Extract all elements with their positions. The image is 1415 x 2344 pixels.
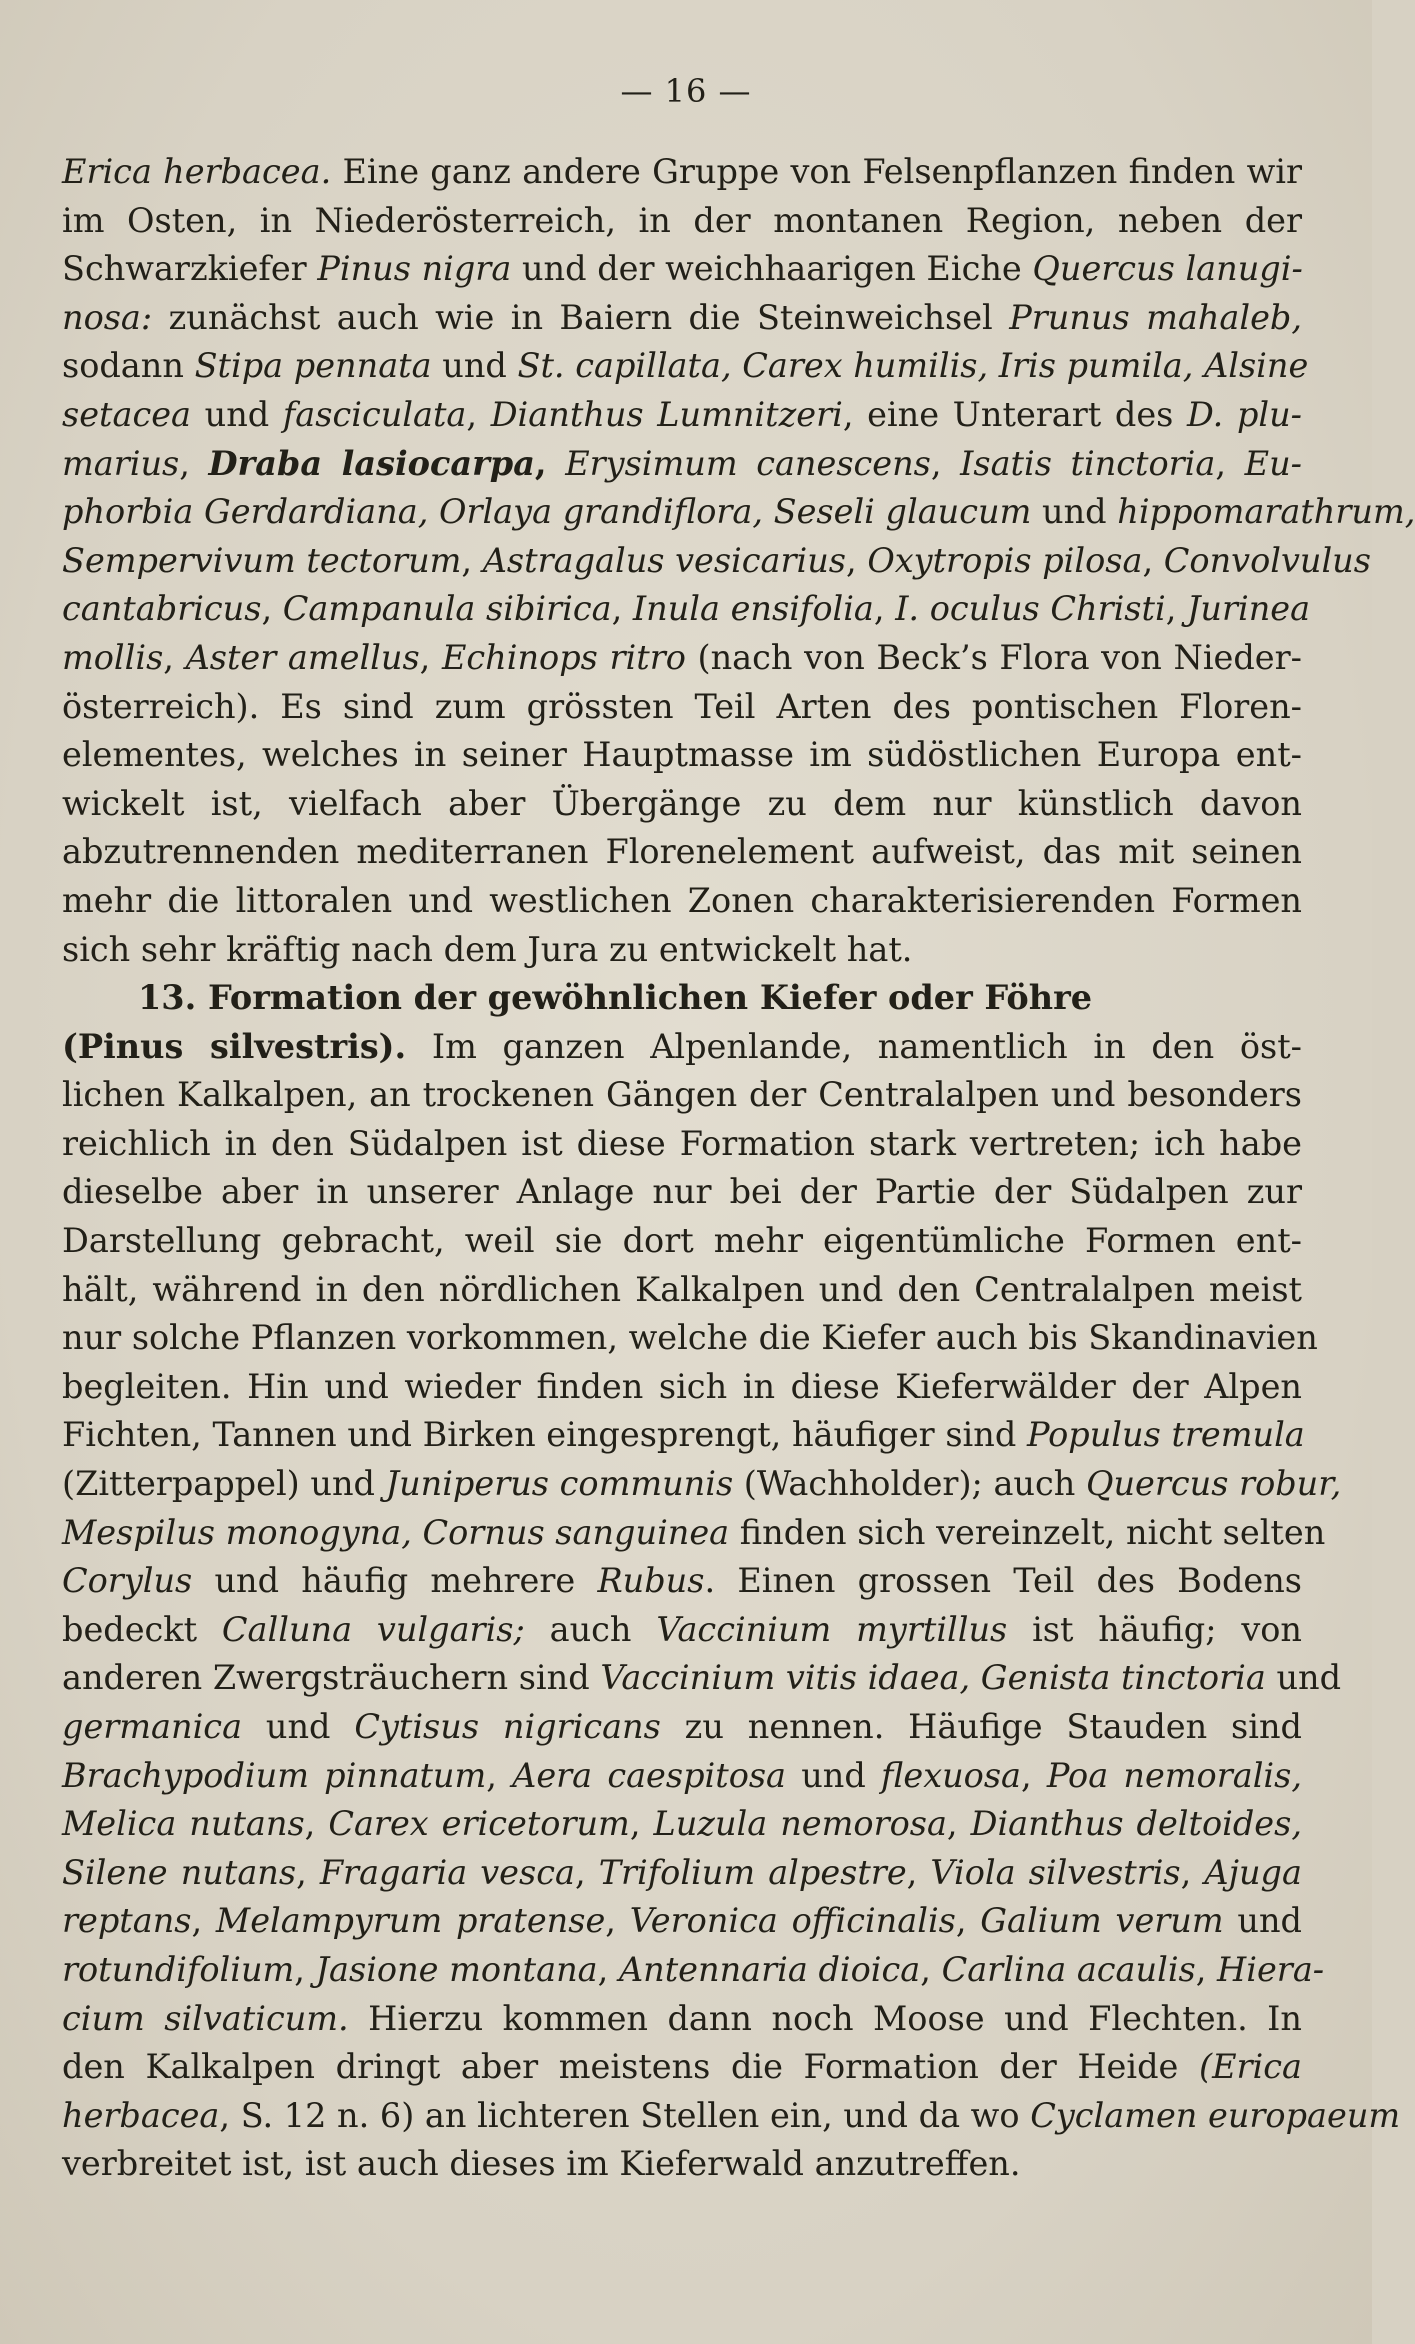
body-text	[62, 148, 1415, 2189]
text-line: Melica nutans, Carex ericetorum, Luzula nemorosa, Dianthus deltoides,	[62, 1804, 1302, 1844]
text-line: abzutrennenden mediterranen Florenelement aufweist, das mit seinen	[62, 832, 1302, 872]
text-line: nosa: zunächst auch wie in Baiern die Steinweichsel Prunus mahaleb,	[62, 297, 1302, 337]
text-line: Sempervivum tectorum, Astragalus vesicarius, Oxytropis pilosa, Convolvulus	[62, 540, 1371, 580]
text-line: marius, Draba lasiocarpa, Erysimum canescens, Isatis tinctoria, Eu-	[62, 443, 1302, 483]
text-line: (Pinus silvestris). Im ganzen Alpenlande, namentlich in den öst-	[62, 1026, 1302, 1066]
text-line: mehr die littoralen und westlichen Zonen charakterisierenden Formen	[62, 880, 1302, 920]
text-line: lichen Kalkalpen, an trockenen Gängen der Centralalpen und besonders	[62, 1075, 1302, 1115]
text-line: Corylus und häufig mehrere Rubus. Einen grossen Teil des Bodens	[62, 1561, 1302, 1601]
text-line: sodann Stipa pennata und St. capillata, Carex humilis, Iris pumila, Alsine	[62, 346, 1309, 386]
text-line: mollis, Aster amellus, Echinops ritro (nach von Beck’s Flora von Nieder-	[62, 637, 1302, 677]
text-line: Silene nutans, Fragaria vesca, Trifolium alpestre, Viola silvestris, Ajuga	[62, 1852, 1302, 1892]
text-line: Mespilus monogyna, Cornus sanguinea finden sich vereinzelt, nicht selten	[62, 1512, 1326, 1552]
page-number: — 16 —	[620, 72, 752, 110]
text-line: Fichten, Tannen und Birken eingesprengt, häufiger sind Populus tremula	[62, 1415, 1305, 1455]
text-line: anderen Zwergsträuchern sind Vaccinium vitis idaea, Genista tinctoria und	[62, 1658, 1342, 1698]
text-line: reptans, Melampyrum pratense, Veronica officinalis, Galium verum und	[62, 1901, 1302, 1941]
text-line: im Osten, in Niederösterreich, in der montanen Region, neben der	[62, 200, 1302, 240]
text-line: dieselbe aber in unserer Anlage nur bei der Partie der Südalpen zur	[62, 1172, 1302, 1212]
text-line: nur solche Pflanzen vorkommen, welche die Kiefer auch bis Skandinavien	[62, 1318, 1318, 1358]
text-line: begleiten. Hin und wieder finden sich in diese Kieferwälder der Alpen	[62, 1366, 1302, 1406]
text-line: phorbia Gerdardiana, Orlaya grandiflora, Seseli glaucum und hippomarathrum,	[62, 492, 1415, 532]
text-line: verbreitet ist, ist auch dieses im Kieferwald anzutreffen.	[62, 2144, 1021, 2184]
text-line: rotundifolium, Jasione montana, Antennaria dioica, Carlina acaulis, Hiera-	[62, 1949, 1325, 1989]
text-line: bedeckt Calluna vulgaris; auch Vaccinium myrtillus ist häufig; von	[62, 1609, 1303, 1649]
text-line: hält, während in den nördlichen Kalkalpen und den Centralalpen meist	[62, 1269, 1302, 1309]
section-heading: 13. Formation der gewöhnlichen Kiefer oder Föhre	[138, 978, 1093, 1018]
text-line: Brachypodium pinnatum, Aera caespitosa und flexuosa, Poa nemoralis,	[62, 1755, 1302, 1795]
text-line: setacea und fasciculata, Dianthus Lumnitzeri, eine Unterart des D. plu-	[62, 394, 1302, 434]
text-line: österreich). Es sind zum grössten Teil Arten des pontischen Floren-	[62, 686, 1302, 726]
text-line: wickelt ist, vielfach aber Übergänge zu dem nur künstlich davon	[62, 783, 1302, 823]
text-line: Schwarzkiefer Pinus nigra und der weichhaarigen Eiche Quercus lanugi-	[62, 249, 1303, 289]
text-line: sich sehr kräftig nach dem Jura zu entwickelt hat.	[62, 929, 913, 969]
text-line: (Zitterpappel) und Juniperus communis (Wachholder); auch Quercus robur,	[62, 1464, 1342, 1504]
text-line: germanica und Cytisus nigricans zu nennen. Häufige Stauden sind	[62, 1707, 1302, 1746]
text-line: Erica herbacea. Eine ganz andere Gruppe von Felsenpflanzen finden wir	[62, 152, 1302, 191]
text-line: elementes, welches in seiner Hauptmasse im südöstlichen Europa ent-	[62, 735, 1302, 775]
text-line: cium silvaticum. Hierzu kommen dann noch Moose und Flechten. In	[62, 1998, 1302, 2038]
text-line: den Kalkalpen dringt aber meistens die Formation der Heide (Erica	[62, 2047, 1302, 2087]
text-line: Darstellung gebracht, weil sie dort mehr eigentümliche Formen ent-	[62, 1221, 1302, 1261]
text-line: cantabricus, Campanula sibirica, Inula ensifolia, I. oculus Christi, Jurinea	[62, 589, 1311, 629]
text-line: herbacea, S. 12 n. 6) an lichteren Stellen ein, und da wo Cyclamen europaeum	[62, 2095, 1401, 2135]
text-line: reichlich in den Südalpen ist diese Formation stark vertreten; ich habe	[62, 1123, 1302, 1163]
